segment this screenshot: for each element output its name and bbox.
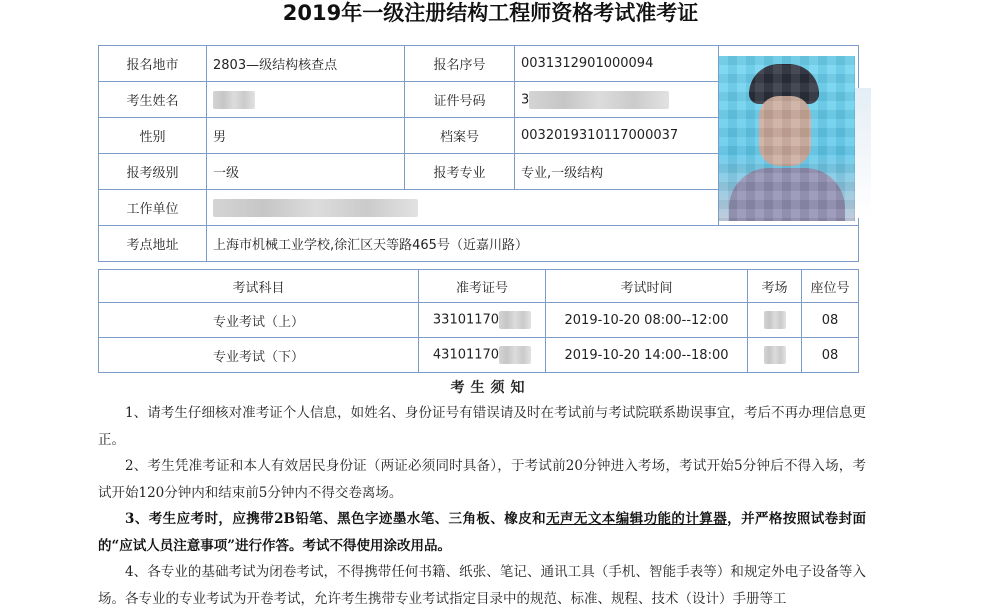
photo-pixelation — [719, 56, 855, 221]
id-label: 证件号码 — [405, 82, 515, 118]
redacted-name — [213, 91, 255, 109]
header-ticket: 准考证号 — [419, 270, 546, 303]
notice-item-3-a: 3、考生应考时，应携带2B铅笔、黑色字迹墨水笔、三角板、橡皮和 — [125, 511, 547, 527]
row-room — [748, 338, 802, 373]
row-seat: 08 — [802, 303, 859, 338]
major-value: 专业,一级结构 — [515, 154, 719, 190]
notice-item-3-b: ，并严格按照试卷封面的“应试人员注意事项”进行作答。考试不得使用涂改用品。 — [98, 511, 866, 554]
notice-item-3 — [98, 506, 866, 559]
notice-item-3-underlined: 无声无文本编辑功能的计算器 — [546, 511, 728, 527]
name-label: 考生姓名 — [99, 82, 207, 118]
table-row — [99, 303, 859, 338]
file-no-label: 档案号 — [405, 118, 515, 154]
file-no-value: 0032019310117000037 — [515, 118, 719, 154]
candidate-photo — [719, 56, 855, 221]
major-label: 报考专业 — [405, 154, 515, 190]
reg-no-label: 报名序号 — [405, 46, 515, 82]
redacted-room — [764, 311, 786, 329]
header-seat: 座位号 — [802, 270, 859, 303]
row-time: 2019-10-20 14:00--18:00 — [546, 338, 748, 373]
gender-value: 男 — [207, 118, 405, 154]
level-value: 一级 — [207, 154, 405, 190]
row-subject: 专业考试（上） — [99, 303, 419, 338]
table-row — [99, 338, 859, 373]
ticket-prefix: 43101170 — [432, 347, 500, 363]
row-room — [748, 303, 802, 338]
redacted-work-unit — [213, 199, 418, 217]
row-ticket — [419, 303, 546, 338]
exam-schedule-table — [98, 269, 859, 373]
site-addr-value: 上海市机械工业学校,徐汇区天等路465号（近嘉川路） — [207, 226, 859, 262]
header-room: 考场 — [748, 270, 802, 303]
name-value — [207, 82, 405, 118]
row-ticket — [419, 338, 546, 373]
notice-item-1: 1、请考生仔细核对准考证个人信息，如姓名、身份证号有错误请及时在考试前与考试院联系勘误事宜，考后不再办理信息更正。 — [98, 405, 866, 448]
ticket-prefix: 33101170 — [432, 312, 500, 328]
header-time: 考试时间 — [546, 270, 748, 303]
reg-location-label: 报名地市 — [99, 46, 207, 82]
header-subject: 考试科目 — [99, 270, 419, 303]
redacted-ticket — [499, 311, 531, 329]
notice-title: 考生须知 — [450, 380, 531, 396]
redacted-ticket — [499, 346, 531, 364]
id-prefix: 3 — [521, 92, 530, 107]
page-title: 2019年一级注册结构工程师资格考试准考证 — [282, 1, 699, 25]
notice-item-2: 2、考生凭准考证和本人有效居民身份证（两证必须同时具备），于考试前20分钟进入考场，考试开始5分钟后不得入场，考试开始120分钟内和结束前5分钟内不得交卷离场。 — [98, 458, 866, 501]
notice-item-4: 4、各专业的基础考试为闭卷考试，不得携带任何书籍、纸张、笔记、通讯工具（手机、智能手表等）和规定外电子设备等入场。各专业的专业考试为开卷考试，允许考生携带专业考试指定目录中的规范、标准、规程、技术（设计）手册等工 — [98, 564, 866, 607]
id-value — [515, 82, 719, 118]
reg-no-value: 0031312901000094 — [515, 46, 719, 82]
redacted-room — [764, 346, 786, 364]
notice-body — [98, 400, 866, 612]
row-time: 2019-10-20 08:00--12:00 — [546, 303, 748, 338]
site-addr-label: 考点地址 — [99, 226, 207, 262]
work-unit-value — [207, 190, 719, 226]
row-subject: 专业考试（下） — [99, 338, 419, 373]
row-seat: 08 — [802, 338, 859, 373]
reg-location-value: 2803—级结构核查点 — [207, 46, 405, 82]
work-unit-label: 工作单位 — [99, 190, 207, 226]
level-label: 报考级别 — [99, 154, 207, 190]
photo-pixel-edge — [855, 88, 871, 218]
gender-label: 性别 — [99, 118, 207, 154]
redacted-id — [529, 91, 669, 109]
